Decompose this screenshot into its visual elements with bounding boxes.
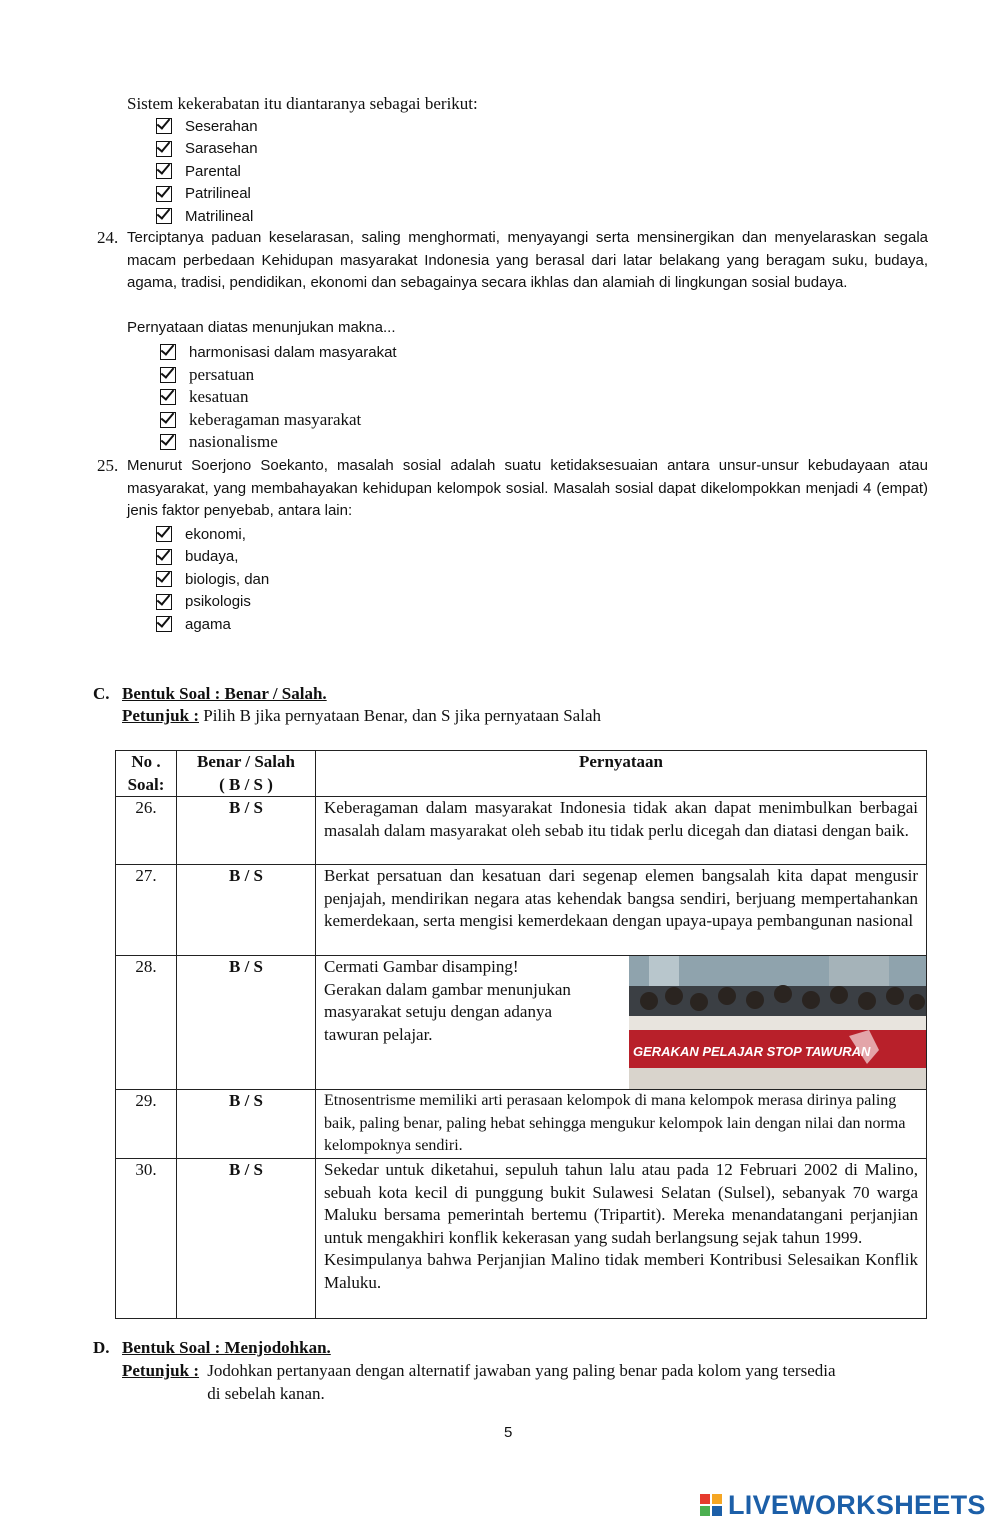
checkbox-checked-icon[interactable] (160, 434, 176, 450)
list-item[interactable]: Parental (156, 160, 258, 183)
statement-text: Sekedar untuk diketahui, sepuluh tahun lalu atau pada 12 Februari 2002 di Malino, sebuah kota kecil di punggung bukit Sulawesi Selatan (Sulsel), sebanyak 70 warga Maluku bersama pemerintah bertemu (Tripartit). Mereka menandatangani perjanjian untuk mengakhiri konflik kekerasan yang sudah berlangsung sejak tahun 1999. (324, 1159, 918, 1247)
row-number: 28. (116, 956, 177, 1090)
checkbox-checked-icon[interactable] (156, 549, 172, 565)
checkbox-checked-icon[interactable] (156, 186, 172, 202)
list-item[interactable]: budaya, (156, 546, 269, 569)
header-no: No . Soal: (116, 751, 177, 797)
answer-choice[interactable]: B / S (177, 797, 316, 865)
hint-label: Petunjuk : (122, 706, 199, 725)
checkbox-checked-icon[interactable] (156, 141, 172, 157)
checkbox-checked-icon[interactable] (160, 344, 176, 360)
list-item[interactable]: persatuan (160, 364, 397, 387)
list-item[interactable]: harmonisasi dalam masyarakat (160, 341, 397, 364)
question-25-text: Menurut Soerjono Soekanto, masalah sosial adalah suatu ketidaksesuaian antara unsur-unsur kebudayaan atau masyarakat, yang membahayakan kehidupan kelompok sosial. Masalah sosial dapat dikelompokkan menjadi 4 (empat) jenis faktor penyebab, antara lain: (127, 457, 928, 520)
question-number-24: 24. (97, 228, 119, 247)
question-number-25: 25. (97, 456, 119, 475)
list-item[interactable]: agama (156, 613, 269, 636)
section-c-letter: C. (93, 684, 110, 703)
answer-choice[interactable]: B / S (177, 1158, 316, 1318)
logo-grid-icon (700, 1494, 722, 1516)
header-bs: Benar / Salah ( B / S ) (177, 751, 316, 797)
section-d-hint (122, 1360, 892, 1405)
hint-text: Pilih B jika pernyataan Benar, dan S jika pernyataan Salah (203, 706, 601, 725)
question-24-prompt: Pernyataan diatas menunjukan makna... (127, 319, 396, 336)
row-number: 27. (116, 865, 177, 956)
list-item[interactable]: biologis, dan (156, 568, 269, 591)
checkbox-checked-icon[interactable] (156, 616, 172, 632)
table-row (116, 865, 927, 956)
statement-text: Berkat persatuan dan kesatuan dari segenap elemen bangsalah kita dapat mengusir penjajah, mendirikan negara atas kehendak bangsa sendiri, berjuang mempertahankan kemerdekaan, serta mengisi kemerdekaan dengan upaya-upaya pembangunan nasional (316, 865, 927, 956)
checkbox-checked-icon[interactable] (160, 412, 176, 428)
statement-text: Keberagaman dalam masyarakat Indonesia tidak akan dapat menimbulkan berbagai masalah dalam masyarakat oleh sebab itu tidak perlu dicegah dan diatasi dengan baik. (316, 797, 927, 865)
checkbox-checked-icon[interactable] (156, 571, 172, 587)
table-row (116, 1158, 927, 1318)
hint-text: Jodohkan pertanyaan dengan alternatif jawaban yang paling benar pada kolom yang tersedia di sebelah kanan. (207, 1361, 836, 1403)
answer-choice[interactable]: B / S (177, 1090, 316, 1159)
statement-text: Etnosentrisme memiliki arti perasaan kelompok di mana kelompok merasa dirinya paling baik, paling benar, paling hebat sehingga mengukur kelompok lain dengan nilai dan norma kelompoknya sendiri. (316, 1090, 927, 1159)
checkbox-checked-icon[interactable] (156, 526, 172, 542)
row-number: 30. (116, 1158, 177, 1318)
table-row (116, 1090, 927, 1159)
list-item[interactable]: nasionalisme (160, 431, 397, 454)
question-24-text: Terciptanya paduan keselarasan, saling menghormati, menyayangi serta mensinergikan dan menyelaraskan segala macam perbedaan Kehidupan masyarakat Indonesia yang berasal dari latar belakang yang beragam suku, budaya, agama, tradisi, pendidikan, ekonomi dan sebagainya secara ikhlas dan alamiah di lingkungan sosial budaya. (127, 229, 928, 292)
checkbox-checked-icon[interactable] (156, 208, 172, 224)
intro-text: Sistem kekerabatan itu diantaranya sebagai berikut: (127, 94, 478, 113)
row-number: 29. (116, 1090, 177, 1159)
checkbox-checked-icon[interactable] (156, 118, 172, 134)
section-c-hint (122, 706, 601, 726)
section-c-title: Bentuk Soal : Benar / Salah. (122, 684, 327, 703)
answer-choice[interactable]: B / S (177, 956, 316, 1090)
list-item[interactable]: Patrilineal (156, 183, 258, 206)
photo-illustration (629, 956, 926, 1089)
list-item[interactable]: psikologis (156, 591, 269, 614)
list-item[interactable]: keberagaman masyarakat (160, 409, 397, 432)
statement-text: Kesimpulanya bahwa Perjanjian Malino tidak memberi Kontribusi Selesaikan Konflik Maluku. (324, 1250, 918, 1292)
section-d-title: Bentuk Soal : Menjodohkan. (122, 1338, 331, 1357)
statement-text: Gerakan dalam gambar menunjukan masyarakat setuju dengan adanya tawuran pelajar. (324, 979, 571, 1044)
header-statement: Pernyataan (316, 751, 927, 797)
intro-options (156, 115, 258, 228)
list-item[interactable]: kesatuan (160, 386, 397, 409)
section-d-letter: D. (93, 1338, 110, 1357)
page-number: 5 (504, 1424, 513, 1441)
table-header-row (116, 751, 927, 797)
checkbox-checked-icon[interactable] (156, 163, 172, 179)
checkbox-checked-icon[interactable] (156, 594, 172, 610)
row-number: 26. (116, 797, 177, 865)
brand-name: LIVEWORKSHEETS (728, 1489, 986, 1520)
question-25-options (156, 523, 269, 636)
liveworksheets-logo[interactable] (700, 1488, 986, 1522)
checkbox-checked-icon[interactable] (160, 367, 176, 383)
statement-text: Cermati Gambar disamping! (324, 957, 519, 977)
list-item[interactable]: ekonomi, (156, 523, 269, 546)
statement-cell (316, 1158, 927, 1318)
list-item[interactable]: Sarasehan (156, 138, 258, 161)
table-row (116, 797, 927, 865)
answer-choice[interactable]: B / S (177, 865, 316, 956)
checkbox-checked-icon[interactable] (160, 389, 176, 405)
list-item[interactable]: Matrilineal (156, 205, 258, 228)
student-rally-photo (629, 956, 926, 1089)
hint-label: Petunjuk : (122, 1361, 199, 1380)
question-24-options (160, 341, 397, 454)
list-item[interactable]: Seserahan (156, 115, 258, 138)
banner-text: GERAKAN PELAJAR STOP TAWURAN (633, 1044, 871, 1059)
